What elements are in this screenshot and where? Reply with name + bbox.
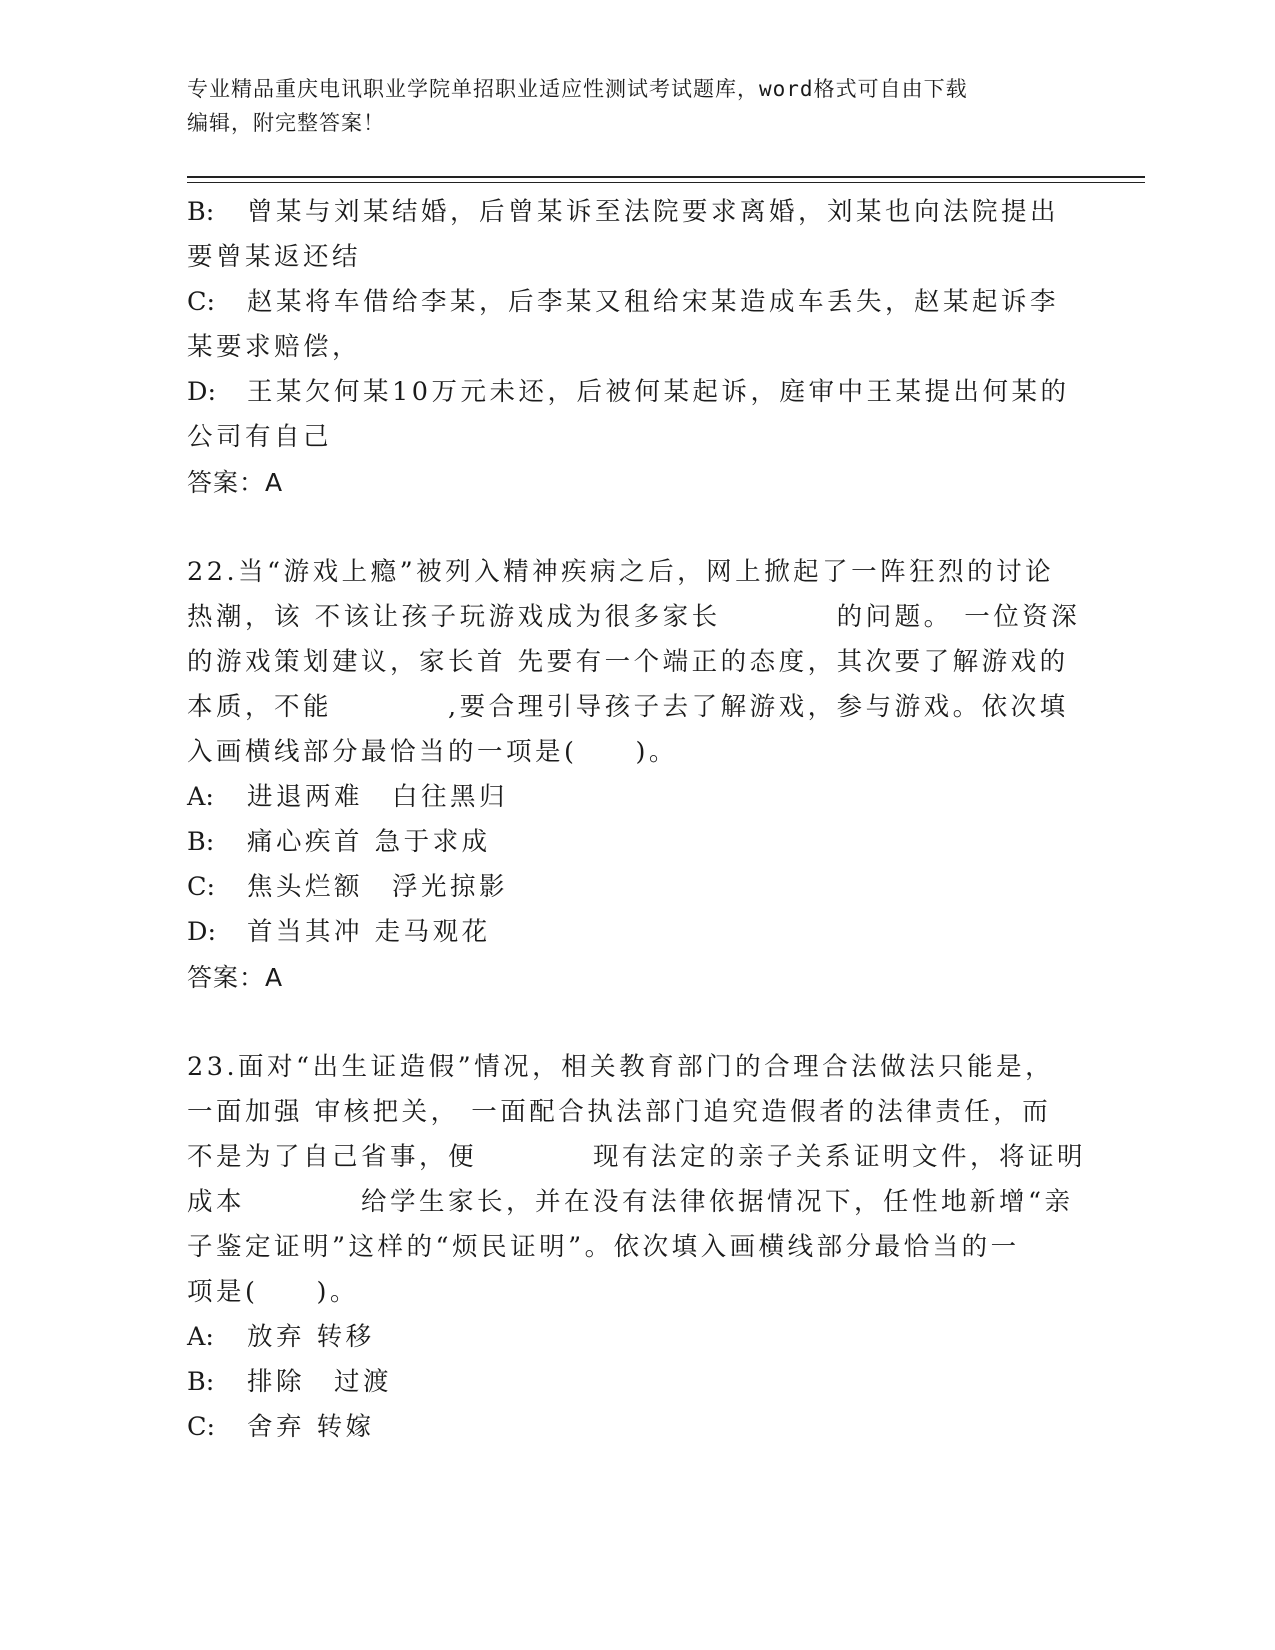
option-label: A:: [187, 1322, 215, 1352]
question-22-line: 入画横线部分最恰当的一项是( )。: [187, 737, 678, 767]
header-rule-thin: [187, 182, 1145, 183]
option-text-cont: 要曾某返还结: [187, 242, 362, 272]
option-label: C:: [187, 287, 216, 317]
option-text: 焦头烂额 浮光掠影: [247, 872, 509, 902]
option-text: 痛心疾首 急于求成: [247, 827, 491, 857]
option-label: B:: [187, 1367, 215, 1397]
option-b: [187, 1360, 1067, 1405]
option-label: D:: [187, 377, 217, 407]
option-text: 首当其冲 走马观花: [247, 917, 491, 947]
option-c: [187, 1405, 1067, 1450]
option-label: B:: [187, 827, 215, 857]
option-label: C:: [187, 1412, 216, 1442]
question-content: [187, 190, 1087, 1450]
answer-21: 答案：A: [187, 468, 284, 497]
option-label: D:: [187, 917, 217, 947]
question-23-line: 子鉴定证明”这样的“烦民证明”。依次填入画横线部分最恰当的一: [187, 1232, 1020, 1262]
answer-22: 答案：A: [187, 963, 284, 992]
option-d: [187, 370, 1070, 415]
option-text: 王某欠何某10万元未还，后被何某起诉，庭审中王某提出何某的: [247, 377, 1070, 407]
option-text: 放弃 转移: [247, 1322, 375, 1352]
option-a: [187, 1315, 1067, 1360]
option-d: [187, 910, 1067, 955]
question-23: [187, 1045, 1087, 1450]
question-23-line: 一面加强 审核把关， 一面配合执法部门追究造假者的法律责任，而: [187, 1097, 1052, 1127]
question-22-line: 的游戏策划建议，家长首 先要有一个端正的态度，其次要了解游戏的: [187, 647, 1069, 677]
option-text: 赵某将车借给李某，后李某又租给宋某造成车丢失，赵某起诉李: [247, 287, 1060, 317]
option-text-cont: 某要求赔偿，: [187, 332, 362, 362]
option-text: 舍弃 转嫁: [247, 1412, 375, 1442]
question-23-line: 不是为了自己省事，便 现有法定的亲子关系证明文件，将证明: [187, 1142, 1087, 1172]
option-text: 进退两难 白往黑归: [247, 782, 509, 812]
option-a: [187, 775, 1067, 820]
option-text-cont: 公司有自己: [187, 422, 333, 452]
option-label: A:: [187, 782, 215, 812]
question-22-line: 22.当“游戏上瘾”被列入精神疾病之后，网上掀起了一阵狂烈的讨论: [187, 557, 1055, 587]
option-label: C:: [187, 872, 216, 902]
question-22-line: 热潮，该 不该让孩子玩游戏成为很多家长 的问题。 一位资深: [187, 602, 1081, 632]
option-text: 排除 过渡: [247, 1367, 393, 1397]
page-header: [187, 72, 1067, 140]
header-line-1: 专业精品重庆电讯职业学院单招职业适应性测试考试题库，word格式可自由下载: [187, 77, 968, 101]
header-rule-thick: [187, 176, 1145, 178]
option-label: B:: [187, 197, 215, 227]
option-c: [187, 280, 1067, 325]
question-22-line: 本质，不能 ,要合理引导孩子去了解游戏，参与游戏。依次填: [187, 692, 1069, 722]
question-23-line: 成本 给学生家长，并在没有法律依据情况下，任性地新增“亲: [187, 1187, 1074, 1217]
question-23-line: 23.面对“出生证造假”情况，相关教育部门的合理合法做法只能是，: [187, 1052, 1055, 1082]
option-text: 曾某与刘某结婚，后曾某诉至法院要求离婚，刘某也向法院提出: [247, 197, 1060, 227]
question-21-options: [187, 190, 1070, 505]
header-line-2: 编辑，附完整答案！: [187, 111, 385, 135]
question-22: [187, 550, 1081, 1000]
option-b: [187, 190, 1067, 235]
option-c: [187, 865, 1067, 910]
question-23-line: 项是( )。: [187, 1277, 359, 1307]
option-b: [187, 820, 1067, 865]
